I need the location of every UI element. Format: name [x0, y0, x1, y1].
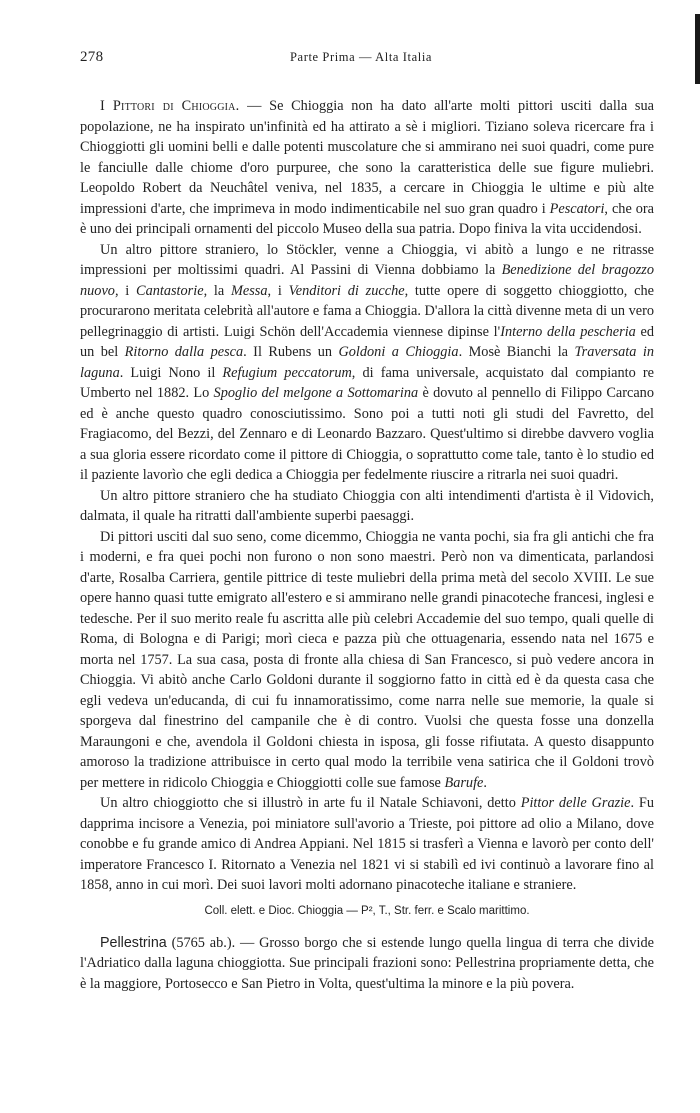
text-run: , i [267, 282, 289, 299]
paragraph-segments [80, 98, 654, 237]
paragraph-segments [80, 529, 654, 791]
entry-text: — Grosso borgo che si estende lungo quella lingua di terra che divide l'Adriatico dalla laguna chioggiotta. Sue principali frazioni sono: Pellestrina propriamente detta, che è la maggiore, Portosecco e San Pietro in Volta, quest'ultima la minore e la più povera. [80, 934, 654, 992]
italic-title: Goldoni a Chioggia [338, 344, 459, 360]
text-run: — Se Chioggia non ha dato all'arte molti pittori usciti dalla sua popolazione, ne ha inspirato un'infinità ed ha attirato a sè i migliori. Tiziano soleva ricercare fra i Chioggiotti gli uomini belli e dalle potenti muscolature che si ammirano nei suoi quadri, come pure le fanciulle dalle chiome d'oro purpuree, che sono la caratteristica delle sue figure muliebri. Leopoldo Robert da Neuchâtel veniva, nel 1835, a cercare in Chioggia le ultime e più alte impressioni d'arte, che imprimeva in modo indimenticabile nel suo gran quadro i [80, 98, 654, 217]
page-number: 278 [80, 49, 104, 65]
paragraph [80, 486, 654, 527]
italic-title: Benedizione del bragozzo nuovo [80, 262, 654, 299]
info-line: Coll. elett. e Dioc. Chioggia — P², T., Str. ferr. e Scalo marittimo. [204, 904, 530, 917]
text-run: . Luigi Nono il [119, 364, 223, 381]
text-run: è dovuto al pennello di Filippo Carcano ed è anche questo quadro conosciutissimo. Sono poi a tutti noti gli studi del Favretto, del Fragiacomo, del Bezzi, del Zennaro e di Leonardo Bazzaro. Quest'ultimo si direbbe davvero voglia a sua gloria essere ricordato come il pittore di Chioggia, o soprattutto come tale, tanto è lo studio ed il paziente lavorìo che egli dedica a Chioggia per fedelmente riuscire a ritrarla nei suoi quadri. [80, 385, 654, 483]
entry-term: Pellestrina [100, 934, 167, 951]
italic-title: Barufe [444, 774, 484, 791]
italic-title: Pescatori [549, 200, 605, 217]
italic-title: Venditori di zucche [288, 282, 405, 299]
paragraph-segments [80, 795, 654, 893]
paragraph [80, 96, 654, 240]
running-head: Parte Prima — Alta Italia [290, 50, 433, 64]
text-run: . Mosè Bianchi la [458, 344, 575, 360]
text-run: Un altro pittore straniero che ha studiato Chioggia con alti intendimenti d'artista è il Vidovich, dalmata, il quale ha ritratti dall'ambiente superbi paesaggi. [80, 487, 654, 524]
text-run: , i [114, 282, 137, 299]
text-run: . Fu dapprima incisore a Venezia, poi miniatore sull'avorio a Trieste, poi pittore ad olio a Milano, dove conobbe e fu grande amico di Andrea Appiani. Nel 1815 si trasferì a Vienna e lavorò per conto dell' imperatore Francesco I. Ritornato a Venezia nel 1821 vi si stabilì ed ivi continuò a lavorare fino al 1858, anno in cui morì. Dei suoi lavori molti adornano pinacoteche italiane e straniere. [80, 795, 655, 893]
text-run: ed un bel [80, 323, 654, 360]
italic-title: Pittor delle Grazie [520, 795, 631, 811]
page-edge-mark [695, 14, 700, 84]
italic-title: Interno della pescheria [500, 323, 636, 340]
page-body [80, 96, 654, 994]
italic-title: Ritorno dalla pesca [124, 344, 244, 360]
italic-title: Cantastorie [136, 282, 204, 299]
text-run: , la [203, 282, 231, 299]
text-run: . [483, 774, 487, 791]
paragraph [80, 527, 654, 794]
section-lead-label: I Pittori di Chioggia. [100, 98, 240, 114]
page-header [80, 49, 644, 69]
entry-population: (5765 ab.). [166, 934, 236, 951]
paragraph-segments [80, 488, 654, 525]
italic-title: Traversata in laguna [80, 344, 654, 381]
italic-title: Spoglio del melgone a Sottomarina [213, 385, 419, 401]
paragraph-segments [80, 242, 654, 484]
text-run: . Il Rubens un [243, 344, 339, 360]
text-run: , che ora è uno dei principali ornamenti del piccolo Museo della sua patria. Dopo finiva la vita uccidendosi. [80, 200, 654, 237]
text-run: Un altro pittore straniero, lo Stöckler, venne a Chioggia, vi abitò a lungo e ne ritrasse impressioni per moltissimi quadri. Al Passini di Vienna dobbiamo la [80, 241, 654, 278]
paragraph [80, 793, 654, 896]
italic-title: Messa [230, 282, 268, 299]
text-run: Un altro chioggiotto che si illustrò in arte fu il Natale Schiavoni, detto [100, 795, 521, 811]
gazetteer-entry [80, 933, 654, 995]
paragraph [80, 240, 654, 486]
text-run: , di fama universale, acquistato dal compianto re Umberto nel 1882. Lo [80, 364, 655, 401]
text-run: , tutte opere di soggetto chioggiotto, che procurarono meritata celebrità all'autore e fama a Chioggia. D'allora la città divenne meta di un vero pellegrinaggio di artisti. Luigi Schön dell'Accademia viennese dipinse l' [80, 282, 654, 340]
italic-title: Refugium peccatorum [222, 364, 352, 381]
text-run: Di pittori usciti dal suo seno, come dicemmo, Chioggia ne vanta pochi, sia fra gli antichi che fra i moderni, e fra quei pochi non furono o non sono maestri. Però non va dimenticata, parlandosi d'arte, Rosalba Carriera, gentile pittrice di teste muliebri della prima metà del secolo XVIII. Le sue opere hanno quasi tutte emigrato all'estero e si ammirano nelle grandi pinacoteche francesi, inglesi e tedesche. Per il suo merito reale fu ascritta alle più celebri Accademie del suo tempo, quali quelle di Roma, di Bologna e di Parigi; morì cieca e pazza più che ottuagenaria, essendo nata nel 1675 e morta nel 1757. La sua casa, posta di fronte alla chiesa di San Francesco, si può vedere ancora in Chioggia. Vi abitò anche Carlo Goldoni durante il soggiorno fatto in città ed è da questa casa che egli vedeva un'educanda, di cui fu innamoratissimo, come narra nelle sue memorie, la quale si sporgeva dal finestrino del campanile che è di contro. Vuolsi che questa fosse una donzella Maraungoni e che, avendola il Goldoni chiesta in isposa, gli fosse rifiutata. A questo disappunto amoroso la tradizione attribuisce in certo qual modo la terribile vena satirica che il Goldoni trovò per mettere in ridicolo Chioggia e Chioggiotti colle sue famose [80, 528, 654, 791]
